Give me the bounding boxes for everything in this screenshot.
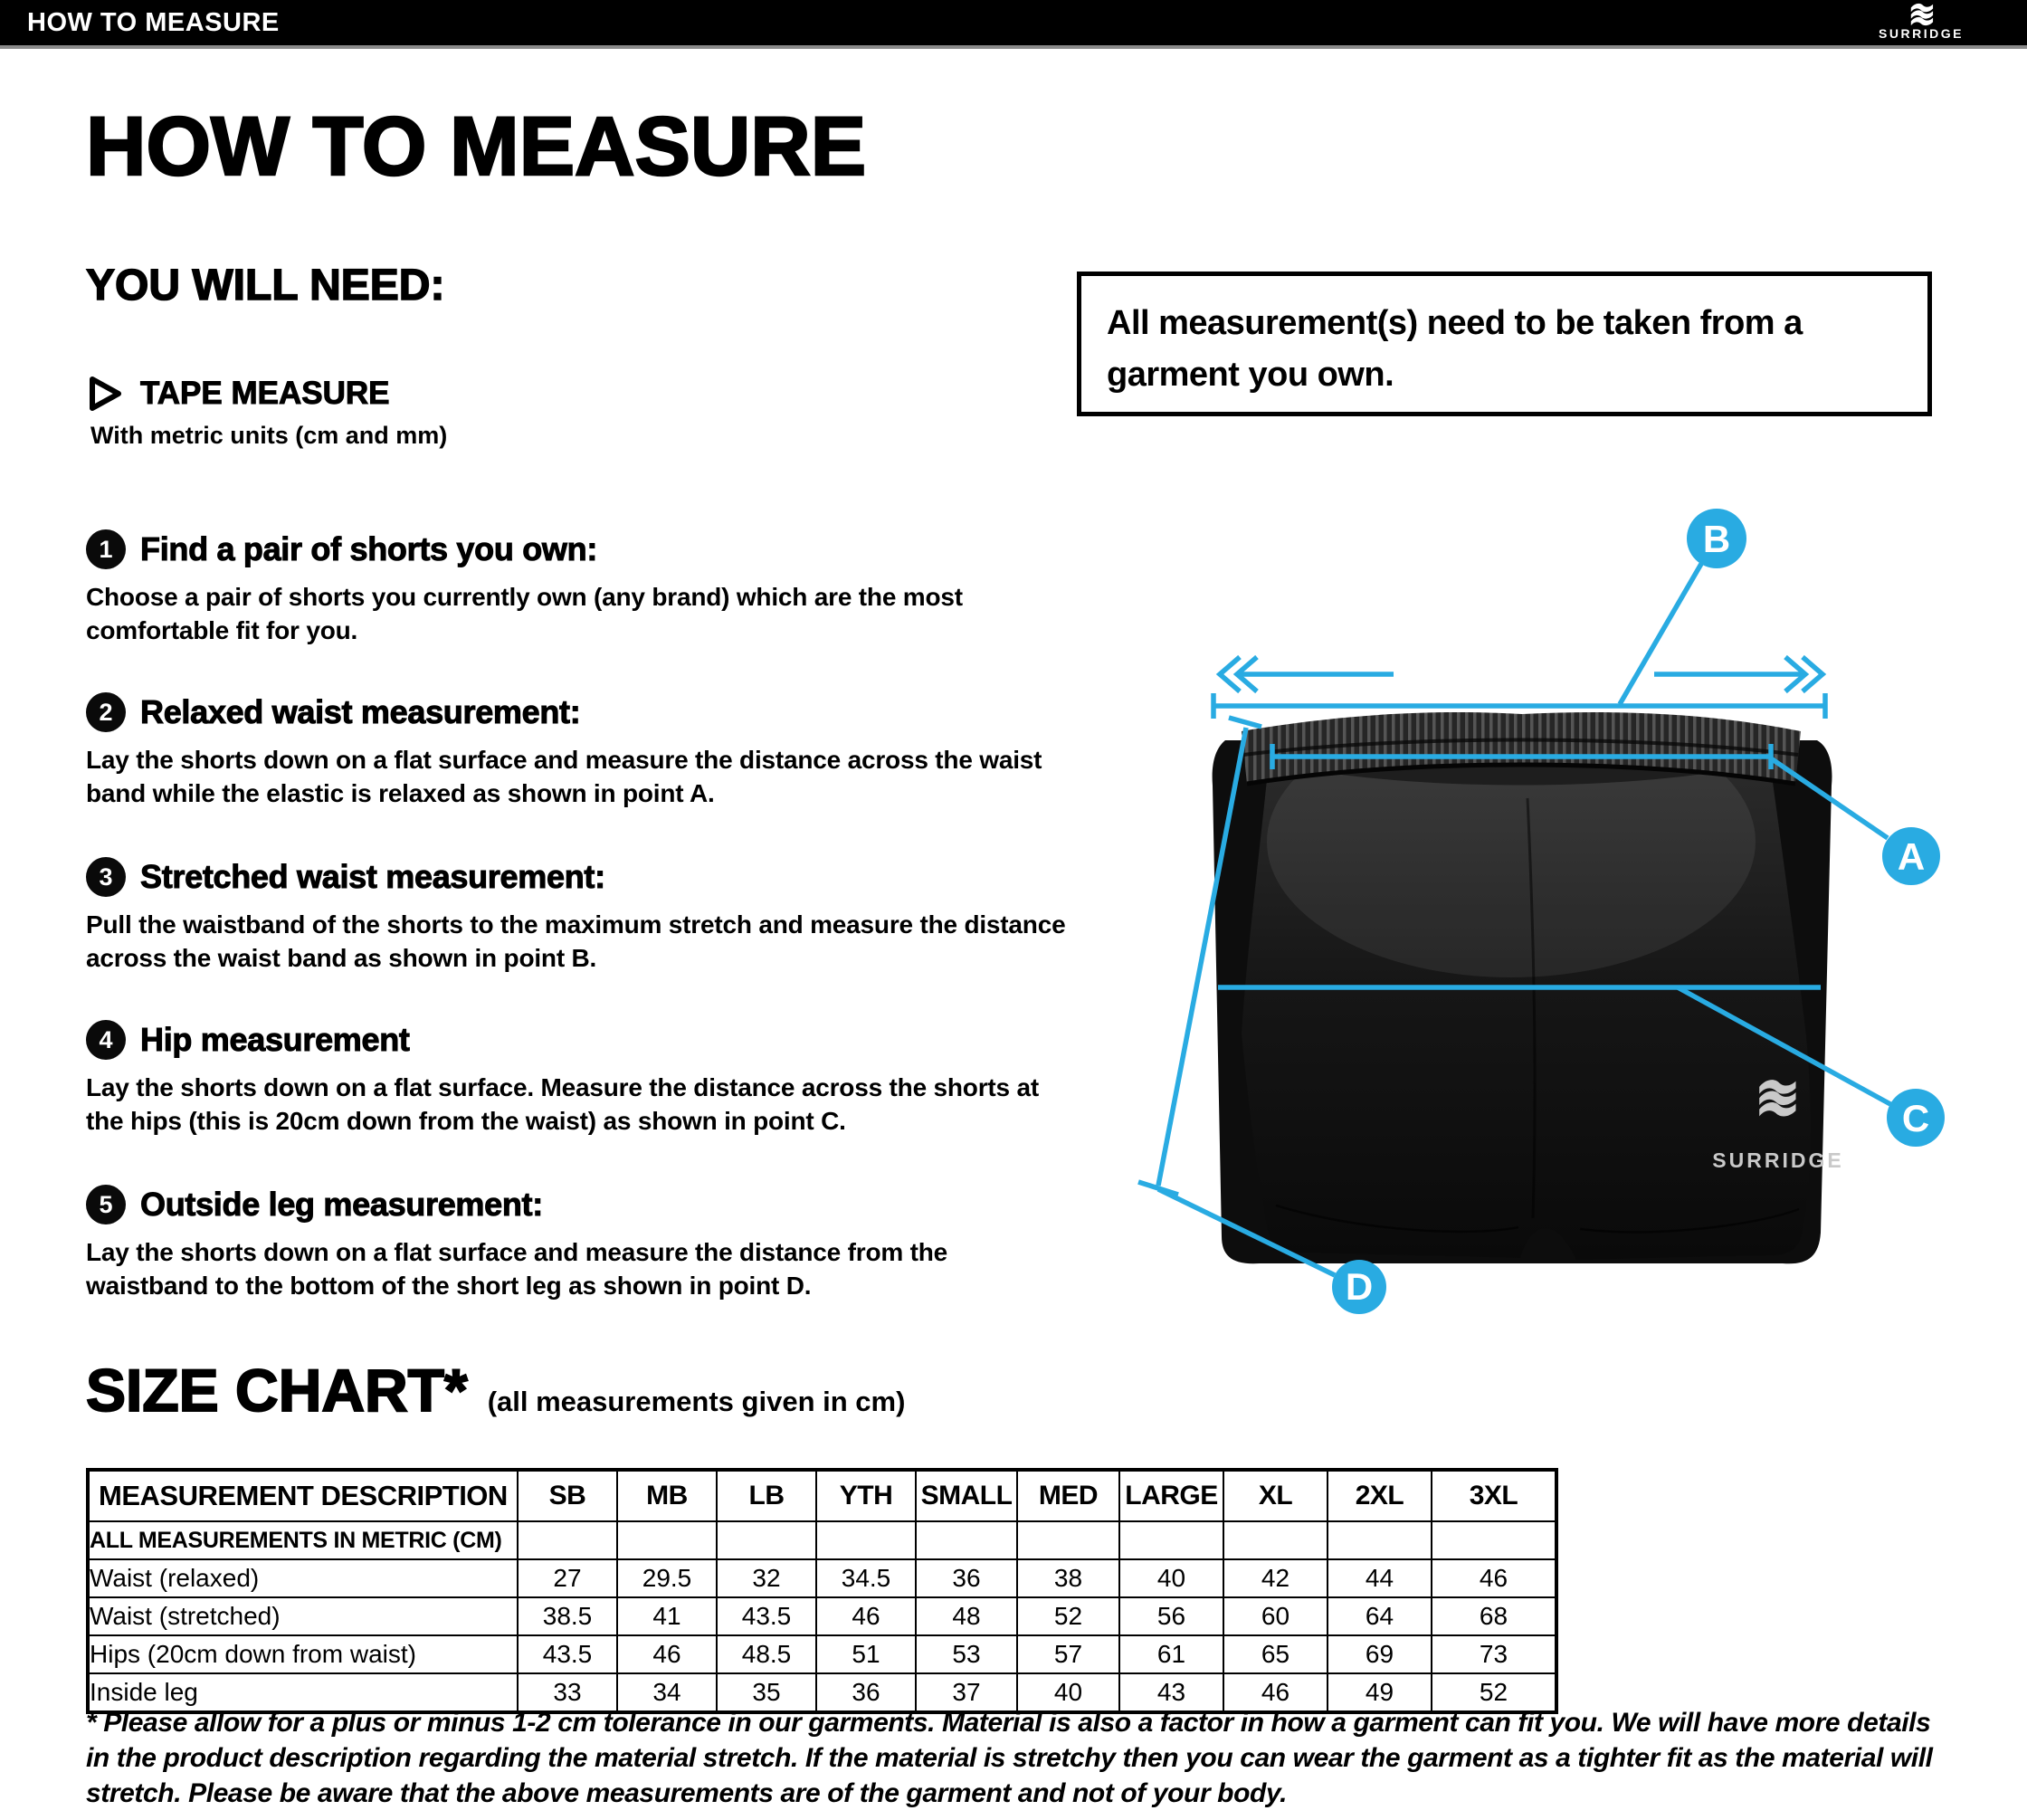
measurement-value-cell: 61 — [1119, 1635, 1223, 1673]
measurement-value-cell: 52 — [1432, 1673, 1556, 1712]
measurement-value-cell: 35 — [717, 1673, 816, 1712]
measurement-value-cell: 37 — [916, 1673, 1017, 1712]
size-chart-heading — [86, 1356, 905, 1425]
measurement-value-cell: 43.5 — [518, 1635, 617, 1673]
empty-cell — [1017, 1521, 1119, 1559]
column-header-size: MB — [617, 1470, 717, 1521]
step-5 — [86, 1185, 1099, 1302]
tape-measure-row — [86, 375, 390, 413]
column-header-size: SB — [518, 1470, 617, 1521]
measurement-value-cell: 46 — [816, 1597, 916, 1635]
tape-measure-subtext: With metric units (cm and mm) — [90, 422, 448, 449]
label-c: C — [1901, 1097, 1930, 1139]
page-title: HOW TO MEASURE — [86, 100, 867, 193]
tolerance-footnote: * Please allow for a plus or minus 1-2 cm tolerance in our garments. Material is also a factor in how a garment can fit you. We will have more details in the product description regarding the material stretch. If the material is stretchy then you can wear the garment as a tighter fit as the material will stretch. Please be aware that the above measurements are of the garment and not of your body. — [86, 1708, 1933, 1808]
measurement-value-cell: 36 — [816, 1673, 916, 1712]
label-d: D — [1345, 1265, 1374, 1308]
measurement-value-cell: 60 — [1223, 1597, 1328, 1635]
label-a: A — [1897, 835, 1926, 878]
empty-cell — [1432, 1521, 1556, 1559]
measurement-value-cell: 38 — [1017, 1559, 1119, 1597]
empty-cell — [916, 1521, 1017, 1559]
size-chart-table — [86, 1468, 1558, 1714]
measurement-value-cell: 36 — [916, 1559, 1017, 1597]
step-3 — [86, 857, 1099, 975]
measurement-value-cell: 43 — [1119, 1673, 1223, 1712]
step-1 — [86, 529, 1099, 647]
step-description: Pull the waistband of the shorts to the maximum stretch and measure the distance across the waist band as shown in point B. — [86, 910, 1066, 973]
step-title: Stretched waist measurement: — [140, 858, 605, 895]
step-description: Lay the shorts down on a flat surface and measure the distance across the waist band while the elastic is relaxed as shown in point A. — [86, 746, 1042, 808]
column-header-size: LB — [717, 1470, 816, 1521]
empty-cell — [617, 1521, 717, 1559]
column-header-description: MEASUREMENT DESCRIPTION — [88, 1470, 518, 1521]
measurement-value-cell: 51 — [816, 1635, 916, 1673]
empty-cell — [1328, 1521, 1432, 1559]
empty-cell — [1119, 1521, 1223, 1559]
measurement-value-cell: 48 — [916, 1597, 1017, 1635]
step-heading — [86, 529, 1099, 569]
column-header-size: 2XL — [1328, 1470, 1432, 1521]
label-b: B — [1702, 518, 1731, 560]
top-bar-title: HOW TO MEASURE — [27, 8, 280, 37]
measurement-value-cell: 34 — [617, 1673, 717, 1712]
top-bar — [0, 0, 2027, 49]
measurement-value-cell: 48.5 — [717, 1635, 816, 1673]
step-description: Lay the shorts down on a flat surface and measure the distance from the waistband to the bottom of the short leg as shown in point D. — [86, 1238, 948, 1301]
you-will-need-heading: YOU WILL NEED: — [86, 262, 445, 310]
measurement-label-cell: Hips (20cm down from waist) — [88, 1635, 518, 1673]
brand-wordmark: SURRIDGE — [1879, 26, 1964, 41]
measurement-value-cell: 40 — [1119, 1559, 1223, 1597]
measurement-value-cell: 46 — [617, 1635, 717, 1673]
leader-line-b — [1620, 564, 1701, 704]
measurement-label-cell: Inside leg — [88, 1673, 518, 1712]
shorts-measurement-figure — [1131, 443, 2027, 1348]
step-description: Lay the shorts down on a flat surface. Measure the distance across the shorts at the hips (this is 20cm down from the waist) as shown in point C. — [86, 1073, 1039, 1136]
measurement-value-cell: 46 — [1223, 1673, 1328, 1712]
measurement-value-cell: 56 — [1119, 1597, 1223, 1635]
shorts-brand-text: SURRIDGE — [1712, 1148, 1844, 1172]
measurement-value-cell: 44 — [1328, 1559, 1432, 1597]
measurement-value-cell: 68 — [1432, 1597, 1556, 1635]
table-row — [88, 1470, 1556, 1521]
measurement-value-cell: 73 — [1432, 1635, 1556, 1673]
table-row — [88, 1597, 1556, 1635]
measurement-value-cell: 40 — [1017, 1673, 1119, 1712]
step-title: Outside leg measurement: — [140, 1186, 543, 1223]
measure-line-d-tick-top — [1229, 718, 1261, 727]
tape-measure-label: TAPE MEASURE — [140, 376, 390, 411]
step-number-badge: 5 — [86, 1185, 126, 1224]
surridge-s-icon — [1908, 2, 1935, 27]
measurement-value-cell: 43.5 — [717, 1597, 816, 1635]
measurement-label-cell: Waist (stretched) — [88, 1597, 518, 1635]
size-chart-title: SIZE CHART* — [86, 1357, 468, 1424]
table-row — [88, 1559, 1556, 1597]
empty-cell — [816, 1521, 916, 1559]
measurement-value-cell: 42 — [1223, 1559, 1328, 1597]
metric-note-cell: ALL MEASUREMENTS IN METRIC (CM) — [88, 1521, 518, 1559]
measurement-value-cell: 29.5 — [617, 1559, 717, 1597]
step-title: Relaxed waist measurement: — [140, 693, 581, 730]
measurement-value-cell: 46 — [1432, 1559, 1556, 1597]
size-chart-subtitle: (all measurements given in cm) — [487, 1386, 906, 1417]
step-4 — [86, 1020, 1099, 1138]
measurement-value-cell: 65 — [1223, 1635, 1328, 1673]
column-header-size: LARGE — [1119, 1470, 1223, 1521]
step-number-badge: 1 — [86, 529, 126, 569]
step-heading — [86, 1185, 1099, 1224]
table-row — [88, 1521, 1556, 1559]
empty-cell — [518, 1521, 617, 1559]
measurement-value-cell: 49 — [1328, 1673, 1432, 1712]
step-number-badge: 4 — [86, 1020, 126, 1060]
measurement-value-cell: 38.5 — [518, 1597, 617, 1635]
table-row — [88, 1635, 1556, 1673]
empty-cell — [1223, 1521, 1328, 1559]
column-header-size: 3XL — [1432, 1470, 1556, 1521]
measurement-value-cell: 27 — [518, 1559, 617, 1597]
empty-cell — [717, 1521, 816, 1559]
step-number-badge: 3 — [86, 857, 126, 897]
shorts-front-body — [1242, 706, 1811, 1260]
measurement-value-cell: 33 — [518, 1673, 617, 1712]
column-header-size: YTH — [816, 1470, 916, 1521]
step-title: Hip measurement — [140, 1021, 410, 1058]
measurement-value-cell: 32 — [717, 1559, 816, 1597]
measurement-value-cell: 53 — [916, 1635, 1017, 1673]
step-heading — [86, 857, 1099, 897]
measurement-value-cell: 64 — [1328, 1597, 1432, 1635]
column-header-size: SMALL — [916, 1470, 1017, 1521]
step-description: Choose a pair of shorts you currently own (any brand) which are the most comfortable fit for you. — [86, 583, 963, 645]
measurement-value-cell: 57 — [1017, 1635, 1119, 1673]
step-heading — [86, 1020, 1099, 1060]
note-box — [1077, 272, 1932, 416]
column-header-size: MED — [1017, 1470, 1119, 1521]
measurement-value-cell: 34.5 — [816, 1559, 916, 1597]
step-2 — [86, 692, 1099, 810]
brand-logo — [1862, 2, 1980, 43]
measurement-label-cell: Waist (relaxed) — [88, 1559, 518, 1597]
step-title: Find a pair of shorts you own: — [140, 530, 598, 567]
measurement-value-cell: 52 — [1017, 1597, 1119, 1635]
shorts-diagram — [1131, 443, 2027, 1348]
measurement-value-cell: 41 — [617, 1597, 717, 1635]
step-number-badge: 2 — [86, 692, 126, 732]
triangle-bullet-icon — [86, 375, 124, 413]
step-heading — [86, 692, 1099, 732]
column-header-size: XL — [1223, 1470, 1328, 1521]
note-box-text: All measurement(s) need to be taken from a garment you own. — [1107, 304, 1803, 394]
measurement-value-cell: 69 — [1328, 1635, 1432, 1673]
